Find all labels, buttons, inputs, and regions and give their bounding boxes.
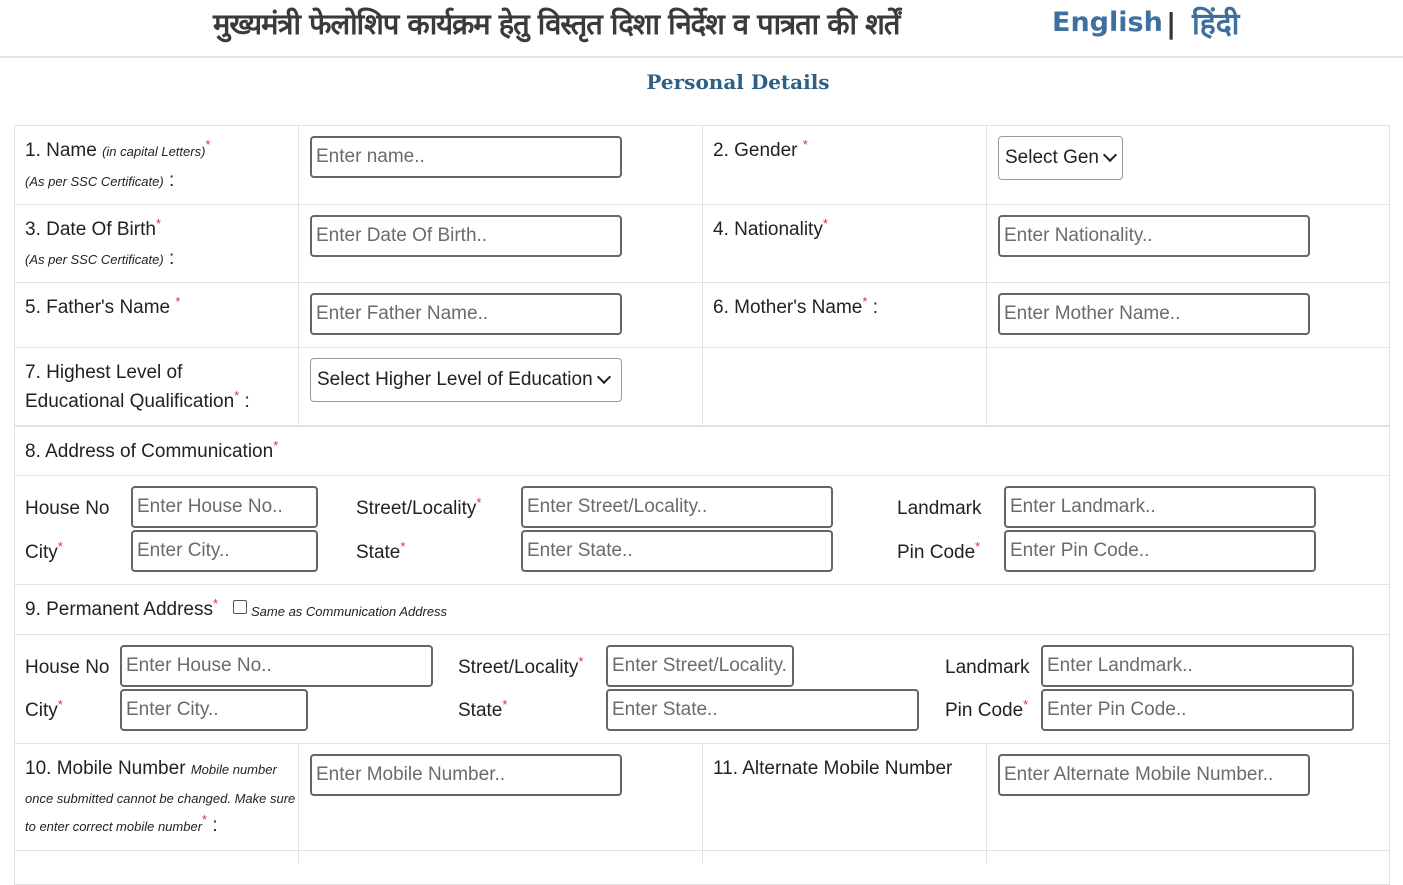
perm-pin-input[interactable] <box>1041 689 1354 731</box>
perm-landmark-label: Landmark <box>945 657 1030 678</box>
mobile-note: once submitted cannot be changed. Make sure <box>25 791 296 806</box>
perm-state-input[interactable] <box>606 689 919 731</box>
row-divider <box>14 584 1390 585</box>
comm-pin-input[interactable] <box>1004 530 1316 572</box>
mother-name-label: 6. Mother's Name* : <box>713 294 878 318</box>
perm-address-label: 9. Permanent Address* <box>25 596 219 620</box>
comm-state-label: State* <box>356 539 406 563</box>
education-label: 7. Highest Level of <box>25 362 183 383</box>
row-divider <box>14 634 1390 635</box>
comm-state-input[interactable] <box>521 530 833 572</box>
col-divider <box>986 125 987 426</box>
alt-mobile-input[interactable] <box>998 754 1310 796</box>
comm-pin-label: Pin Code* <box>897 539 981 563</box>
father-name-label: 5. Father's Name * <box>25 294 181 318</box>
name-sublabel: (As per SSC Certificate) : <box>25 170 175 191</box>
mobile-label: 10. Mobile Number Mobile number <box>25 758 277 779</box>
same-as-address-checkbox[interactable] <box>233 600 247 614</box>
comm-landmark-label: Landmark <box>897 498 982 519</box>
comm-street-input[interactable] <box>521 486 833 528</box>
perm-city-input[interactable] <box>120 689 308 731</box>
comm-house-label: House No <box>25 498 110 519</box>
perm-landmark-input[interactable] <box>1041 645 1354 687</box>
perm-house-input[interactable] <box>120 645 433 687</box>
page-header <box>0 0 1403 58</box>
perm-city-label: City* <box>25 697 63 721</box>
comm-landmark-input[interactable] <box>1004 486 1316 528</box>
col-divider <box>702 743 703 863</box>
perm-street-label: Street/Locality* <box>458 654 584 678</box>
perm-state-label: State* <box>458 697 508 721</box>
nationality-input[interactable] <box>998 215 1310 257</box>
perm-pin-label: Pin Code* <box>945 697 1029 721</box>
mother-name-input[interactable] <box>998 293 1310 335</box>
lang-hindi-link[interactable]: हिंदी <box>1192 7 1240 42</box>
dob-sublabel: (As per SSC Certificate) : <box>25 248 175 269</box>
chevron-down-icon <box>597 370 611 384</box>
comm-house-input[interactable] <box>131 486 318 528</box>
comm-city-input[interactable] <box>131 530 318 572</box>
chevron-down-icon <box>1103 148 1117 162</box>
lang-separator: | <box>1166 7 1177 40</box>
col-divider <box>298 743 299 863</box>
comm-street-label: Street/Locality* <box>356 495 482 519</box>
page-title: मुख्यमंत्री फेलोशिप कार्यक्रम हेतु विस्तृत दिशा निर्देश व पात्रता की शर्तें <box>213 7 900 41</box>
perm-street-input[interactable] <box>606 645 794 687</box>
section-title: Personal Details <box>646 70 830 94</box>
col-divider <box>298 125 299 426</box>
name-label: 1. Name (in capital Letters)* <box>25 137 211 161</box>
education-label-line2: Educational Qualification* : <box>25 388 250 412</box>
father-name-input[interactable] <box>310 293 622 335</box>
same-as-address-label: Same as Communication Address <box>251 604 448 619</box>
col-divider <box>702 125 703 426</box>
mobile-input[interactable] <box>310 754 622 796</box>
dob-input[interactable] <box>310 215 622 257</box>
perm-house-label: House No <box>25 657 110 678</box>
lang-english-link[interactable]: English <box>1052 7 1163 38</box>
comm-address-label: 8. Address of Communication* <box>25 438 279 462</box>
mobile-note-line3: to enter correct mobile number* : <box>25 812 218 836</box>
name-input[interactable] <box>310 136 622 178</box>
row-divider <box>14 475 1390 476</box>
comm-city-label: City* <box>25 539 63 563</box>
gender-label: 2. Gender * <box>713 137 808 161</box>
education-select[interactable]: Select Higher Level of Education <box>310 358 622 402</box>
nationality-label: 4. Nationality* <box>713 216 828 240</box>
col-divider <box>986 743 987 863</box>
gender-select[interactable]: Select Gen <box>998 136 1123 180</box>
alt-mobile-label: 11. Alternate Mobile Number <box>713 758 953 779</box>
dob-label: 3. Date Of Birth* <box>25 216 162 240</box>
